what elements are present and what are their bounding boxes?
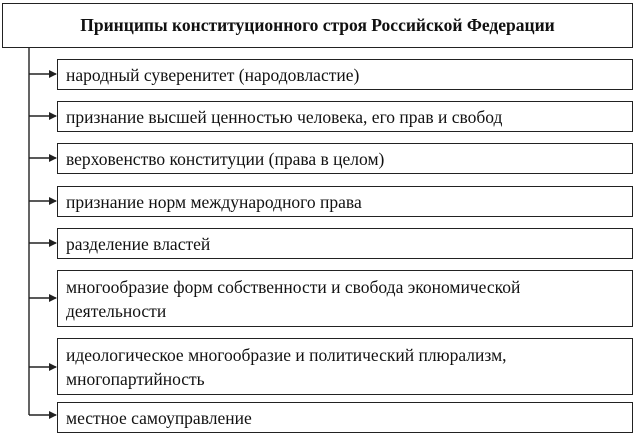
principle-text-3: верховенство конституции (права в целом) bbox=[66, 148, 385, 169]
principle-text-8: местное самоуправление bbox=[66, 407, 252, 428]
principle-box-5 bbox=[57, 228, 633, 259]
principle-text-2: признание высшей ценностью человека, его прав и свобод bbox=[66, 106, 503, 127]
principle-box-8 bbox=[57, 402, 633, 433]
principle-box-7 bbox=[57, 338, 633, 395]
principle-box-2 bbox=[57, 101, 633, 132]
diagram-title-box bbox=[2, 3, 633, 48]
principle-text-4: признание норм международного права bbox=[66, 191, 362, 212]
principle-box-1 bbox=[57, 59, 633, 90]
diagram-title: Принципы конституционного строя Российской Федерации bbox=[80, 15, 555, 35]
principle-box-4 bbox=[57, 186, 633, 217]
principle-text-1: народный суверенитет (народовластие) bbox=[66, 64, 360, 85]
principle-text-5: разделение властей bbox=[66, 233, 211, 254]
principle-box-6 bbox=[57, 270, 633, 327]
principle-box-3 bbox=[57, 143, 633, 174]
principle-text-7: идеологическое многообразие и политический плюрализм, многопартийность bbox=[66, 344, 507, 389]
principle-text-6: многообразие форм собственности и свобода экономической деятельности bbox=[66, 276, 521, 321]
